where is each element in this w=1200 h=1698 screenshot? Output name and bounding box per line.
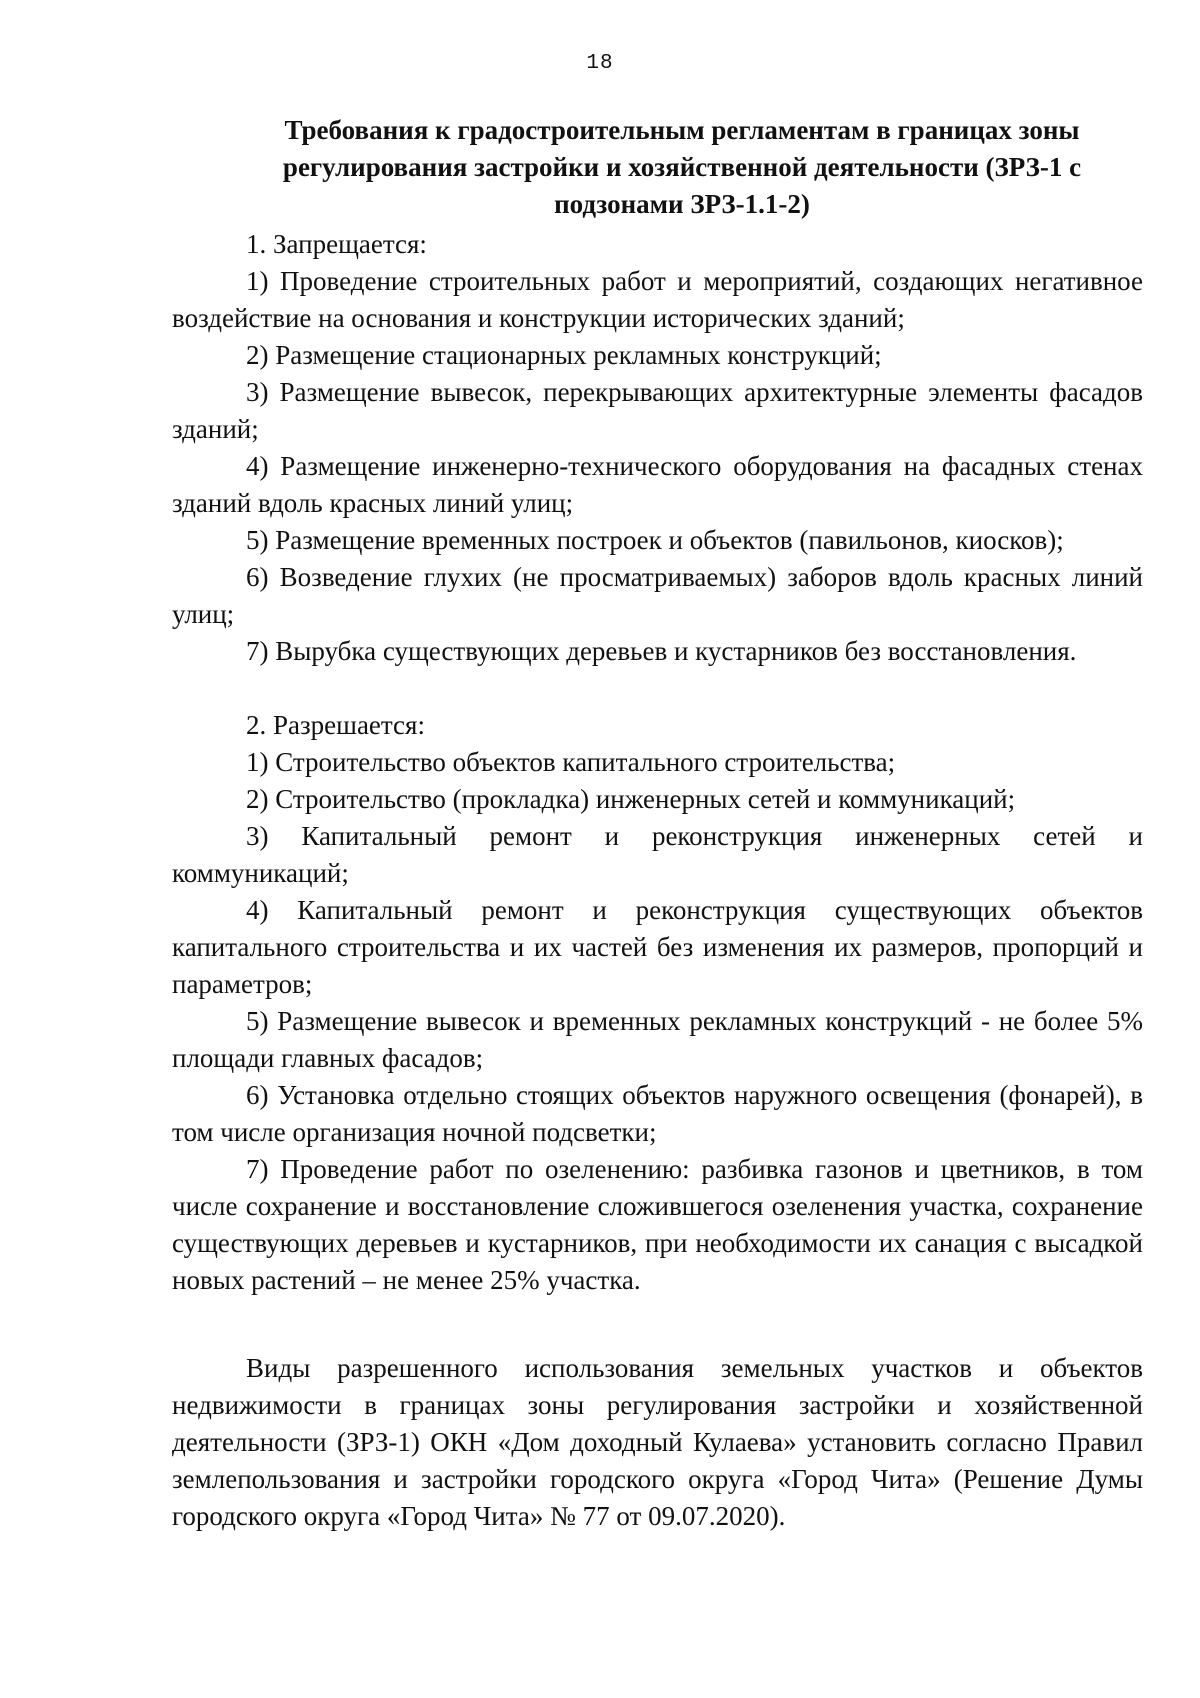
prohibited-item-6: 6) Возведение глухих (не просматриваемых) заборов вдоль красных линий улиц; [172, 562, 1143, 629]
page-number: 18 [586, 52, 614, 75]
prohibited-item-7: 7) Вырубка существующих деревьев и кустарников без восстановления. [246, 636, 1077, 666]
prohibited-item-3: 3) Размещение вывесок, перекрывающих архитектурные элементы фасадов зданий; [172, 377, 1143, 444]
prohibited-item-2: 2) Размещение стационарных рекламных конструкций; [246, 340, 882, 370]
allowed-item-2: 2) Строительство (прокладка) инженерных сетей и коммуникаций; [246, 784, 1016, 814]
allowed-item-3: 3) Капитальный ремонт и реконструкция инженерных сетей и коммуникаций; [172, 821, 1143, 888]
allowed-item-7: 7) Проведение работ по озеленению: разбивка газонов и цветников, в том числе сохранение и восстановление сложившегося озеленения участка, сохранение существующих деревьев и кустарников, при необходимости их санация с высадкой новых растений – не менее 25% участка. [172, 1154, 1143, 1295]
allowed-heading: 2. Разрешается: [246, 710, 425, 740]
allowed-item-4: 4) Капитальный ремонт и реконструкция существующих объектов капитального строительства и их частей без изменения их размеров, пропорций и параметров; [172, 895, 1143, 999]
allowed-item-1: 1) Строительство объектов капитального строительства; [246, 747, 896, 777]
prohibited-item-1: 1) Проведение строительных работ и мероприятий, создающих негативное воздействие на основания и конструкции исторических зданий; [172, 266, 1143, 333]
final-paragraph: Виды разрешенного использования земельных участков и объектов недвижимости в границах зоны регулирования застройки и хозяйственной деятельности (ЗРЗ-1) ОКН «Дом доходный Кулаева» установить согласно Правил землепользования и застройки городского округа «Город Чита» (Решение Думы городского округа «Город Чита» № 77 от 09.07.2020). [172, 1353, 1143, 1531]
allowed-item-5: 5) Размещение вывесок и временных рекламных конструкций - не более 5% площади главных фасадов; [172, 1006, 1143, 1073]
prohibited-item-5: 5) Размещение временных построек и объектов (павильонов, киосков); [246, 525, 1064, 555]
prohibited-item-4: 4) Размещение инженерно-технического оборудования на фасадных стенах зданий вдоль красных линий улиц; [172, 451, 1143, 518]
document-title: Требования к градостроительным регламентам в границах зоны регулирования застройки и хозяйственной деятельности (ЗРЗ-1 с подзонами ЗРЗ-1.1-2) [282, 115, 1082, 219]
allowed-item-6: 6) Установка отдельно стоящих объектов наружного освещения (фонарей), в том числе организация ночной подсветки; [172, 1080, 1143, 1147]
prohibited-heading: 1. Запрещается: [246, 229, 427, 259]
document-body [172, 226, 1143, 1535]
